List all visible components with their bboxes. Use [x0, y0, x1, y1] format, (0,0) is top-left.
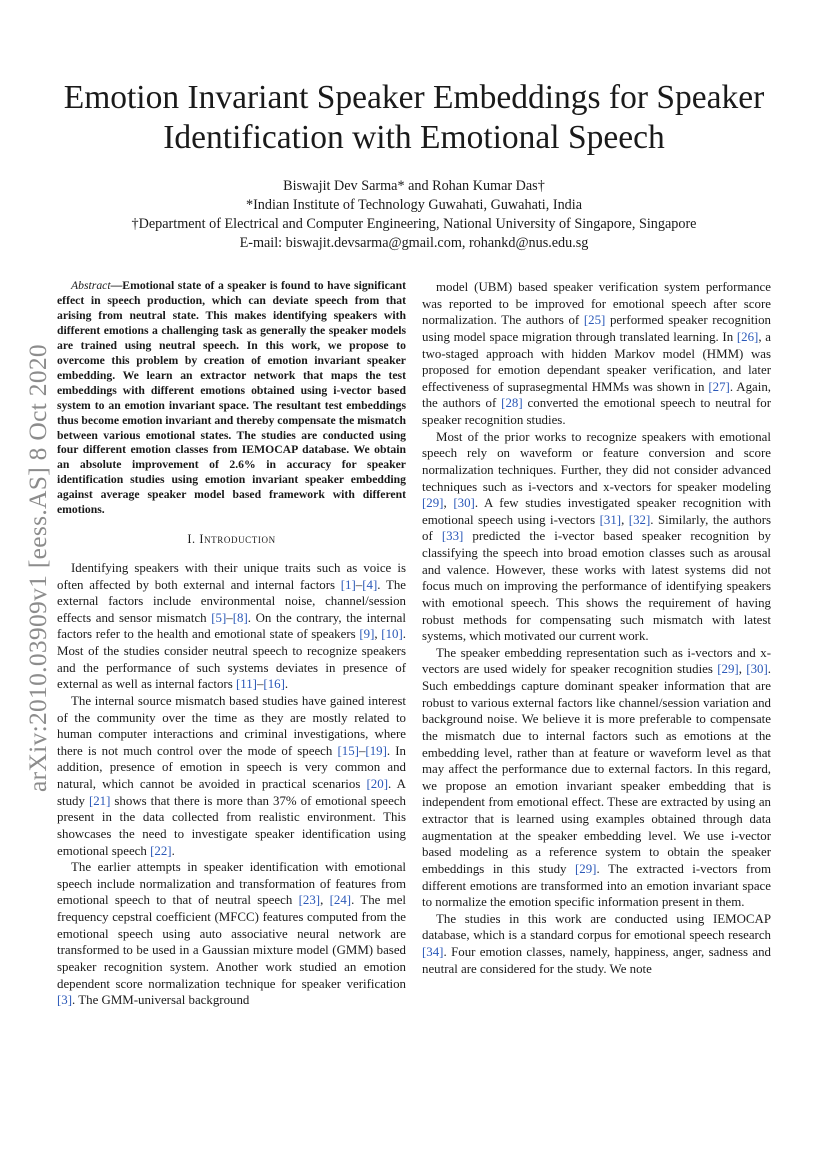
body-paragraph [57, 693, 406, 859]
paragraph-text: performed speaker recognition using model space migration through translated learning. In [422, 313, 771, 344]
citation-link[interactable]: [30] [453, 496, 475, 511]
paper-title [40, 78, 788, 158]
paragraph-text: – [355, 577, 363, 592]
abstract-label: Abstract [71, 279, 111, 292]
citation-link[interactable]: [16] [263, 677, 285, 692]
section-number: I. [187, 532, 196, 547]
affiliation-iit-guwahati: *Indian Institute of Technology Guwahati, Guwahati, India [245, 197, 582, 213]
paragraph-text: shows that there is more than 37% of emotional speech present in the data collected from realistic environment. This showcases the need to investigate speaker identification using emotional speech [57, 793, 406, 858]
paragraph-text: . Four emotion classes, namely, happiness, anger, sadness and neutral are considered for the study. We note [422, 945, 771, 976]
citation-link[interactable]: [22] [150, 843, 172, 858]
section-title: Introduction [199, 532, 276, 547]
paragraph-text: . On the contrary, the internal factors refer to the health and emotional state of speakers [57, 610, 406, 642]
body-paragraph [422, 429, 771, 645]
paragraph-text: . Again, the authors of [422, 379, 771, 411]
body-paragraph [57, 859, 406, 1009]
paragraph-text: model (UBM) based speaker verification system performance was reported to be improved for emotional speech after score normalization. The authors of [422, 280, 771, 328]
abstract-text: —Emotional state of a speaker is found to have significant effect in speech production, which can deviate speech from that arising from neutral state. This makes identifying speakers with different emotions a challenging task as generally the speaker models are trained using neutral speech. In this work, we propose to overcome this problem by creation of emotion invariant speaker embedding. We learn an extractor network that maps the test embeddings with different emotions obtained using i-vector based system to an emotion invariant space. The resultant test embeddings thus become emotion invariant and thereby compensate the mismatch between various emotional states. The studies are conducted using four different emotion classes from IEMOCAP database. We obtain an absolute improvement of 2.6% in accuracy for speaker identification studies using emotion invariant speaker embedding against average speaker model based framework with different emotions. [57, 279, 406, 517]
title-line-2: Identification with Emotional Speech [163, 119, 665, 156]
citation-link[interactable]: [24] [329, 893, 352, 908]
paragraph-text: – [256, 677, 264, 692]
abstract [57, 279, 406, 518]
affiliation-nus: †Department of Electrical and Computer Engineering, National University of Singapore, Singapore [131, 216, 697, 232]
paragraph-text: . [284, 677, 289, 692]
citation-link[interactable]: [33] [441, 529, 464, 544]
citation-link[interactable]: [23] [298, 893, 321, 908]
paragraph-text: , [320, 893, 330, 908]
citation-link[interactable]: [15] [337, 743, 359, 758]
citation-link[interactable]: [32] [628, 512, 651, 527]
section-heading-introduction [57, 531, 406, 548]
citation-link[interactable]: [26] [736, 329, 759, 344]
body-paragraph [422, 279, 771, 429]
paragraph-text: . The extracted i-vectors from different emotions are transformed into an emotion invariant space to normalize the emotion specific information present in them. [422, 861, 771, 910]
paragraph-text: converted the emotional speech to neutral for speaker recognition studies. [422, 396, 771, 427]
paragraph-text: . [171, 843, 175, 858]
paragraph-text: , [443, 496, 454, 511]
paragraph-text: . In addition, presence of emotion in speech is very common and natural, which cannot be avoided in practical scenarios [57, 743, 407, 791]
email-line: E-mail: biswajit.devsarma@gmail.com, rohankd@nus.edu.sg [239, 235, 589, 251]
citation-link[interactable]: [19] [365, 743, 387, 758]
left-column [57, 279, 406, 1009]
citation-link[interactable]: [29] [422, 496, 444, 511]
arxiv-identifier-stamp: arXiv:2010.03909v1 [eess.AS] 8 Oct 2020 [23, 344, 52, 792]
citation-link[interactable]: [10] [381, 627, 403, 642]
paragraph-text: , [738, 662, 747, 677]
citation-link[interactable]: [29] [574, 861, 597, 876]
citation-link[interactable]: [28] [501, 396, 523, 411]
paragraph-text: . A few studies investigated speaker recognition with emotional speech using i-vectors [422, 496, 771, 527]
right-body-text [422, 279, 771, 977]
citation-link[interactable]: [11] [235, 677, 257, 692]
paragraph-text: The earlier attempts in speaker identification with emotional speech include normalization and transformation of features from emotional speech to that of neutral speech [57, 860, 406, 908]
citation-link[interactable]: [5] [211, 610, 227, 625]
paragraph-text: The speaker embedding representation such as i-vectors and x-vectors are used widely for speaker recognition studies [422, 645, 771, 677]
body-paragraph [422, 911, 771, 978]
citation-link[interactable]: [8] [232, 610, 248, 625]
paragraph-text: , a two-staged approach with hidden Markov model (HMM) was proposed for emotion dependant speaker verification, and later effectiveness of suprasegmental HMMs was shown in [422, 329, 771, 394]
body-paragraph [422, 645, 771, 911]
paragraph-text: Most of the prior works to recognize speakers with emotional speech rely on waveform or feature conversion and score normalization techniques. Further, they did not consider advanced techniques such as i-vectors and x-vectors for speaker modeling [422, 429, 771, 494]
body-paragraph [57, 560, 406, 693]
paragraph-text: . The external factors include environmental noise, channel/session effects and sensor mismatch [57, 577, 406, 625]
paragraph-text: . A study [57, 777, 406, 808]
paragraph-text: . The GMM-universal background [72, 993, 250, 1008]
author-block [60, 177, 768, 253]
citation-link[interactable]: [25] [583, 313, 606, 328]
title-line-1: Emotion Invariant Speaker Embeddings for Speaker [63, 79, 765, 116]
citation-link[interactable]: [30] [746, 662, 768, 677]
citation-link[interactable]: [4] [362, 577, 378, 592]
paragraph-text: , [621, 512, 629, 527]
citation-link[interactable]: [31] [599, 512, 622, 527]
paragraph-text: . Similarly, the authors of [422, 512, 772, 544]
citation-link[interactable]: [20] [366, 777, 388, 791]
paragraph-text: . Such embeddings capture dominant speaker information that are robust to various external factors like channel/session variation and background noise. We believe it is more preferable to compensate the mismatch due to internal factors such as emotions at the embedding level, rather than at feature or waveform level as that may affect the performance due to external factors. In this regard, we propose an emotion invariant speaker embedding that is independent from emotional effect. These are extracted by using an extractor that is learned using examples obtained through data augmentation at the speaker embedding level. We use i-vector based modeling as a reference system to obtain the speaker embeddings in this study [422, 662, 771, 876]
paragraph-text: , [374, 627, 382, 642]
citation-link[interactable]: [3] [57, 993, 73, 1008]
paragraph-text: . The mel frequency cepstral coefficient (MFCC) features computed from the emotional speech using auto associative neural network are transformed to be used in a Gaussian mixture model (GMM) based speaker recognition system. Another work studied an emotion dependent score normalization technique for speaker verification [57, 893, 406, 991]
right-column [422, 279, 771, 977]
left-body-text [57, 560, 406, 1009]
paragraph-text: – [358, 743, 366, 758]
paragraph-text: The internal source mismatch based studies have gained interest of the community over the time as they are mostly related to human computer interactions and criminal investigations, where there is not much control over the mode of speech [57, 693, 406, 758]
paragraph-text: predicted the i-vector based speaker recognition by classifying the speech into broad emotion classes such as arousal and valence. However, these works with latest systems did not focus much on improving the performance of identifying speakers with emotional speech. This shows the requirement of having robust methods for compensating such mismatch with latest systems, which motivated our current work. [422, 529, 771, 644]
citation-link[interactable]: [29] [717, 662, 739, 677]
citation-link[interactable]: [27] [708, 379, 730, 394]
paragraph-text: – [226, 610, 233, 625]
authors-line: Biswajit Dev Sarma* and Rohan Kumar Das† [283, 178, 545, 194]
paragraph-text: Identifying speakers with their unique traits such as voice is often affected by both external and internal factors [57, 560, 406, 592]
citation-link[interactable]: [1] [340, 577, 356, 592]
paragraph-text: The studies in this work are conducted using IEMOCAP database, which is a standard corpus for emotional speech research [422, 911, 771, 943]
citation-link[interactable]: [34] [422, 945, 444, 959]
citation-link[interactable]: [21] [88, 793, 111, 808]
citation-link[interactable]: [9] [359, 627, 375, 642]
paragraph-text: . Most of the studies consider neutral speech to recognize speakers and the performance of such systems deviates in presence of external as well as internal factors [57, 627, 406, 692]
